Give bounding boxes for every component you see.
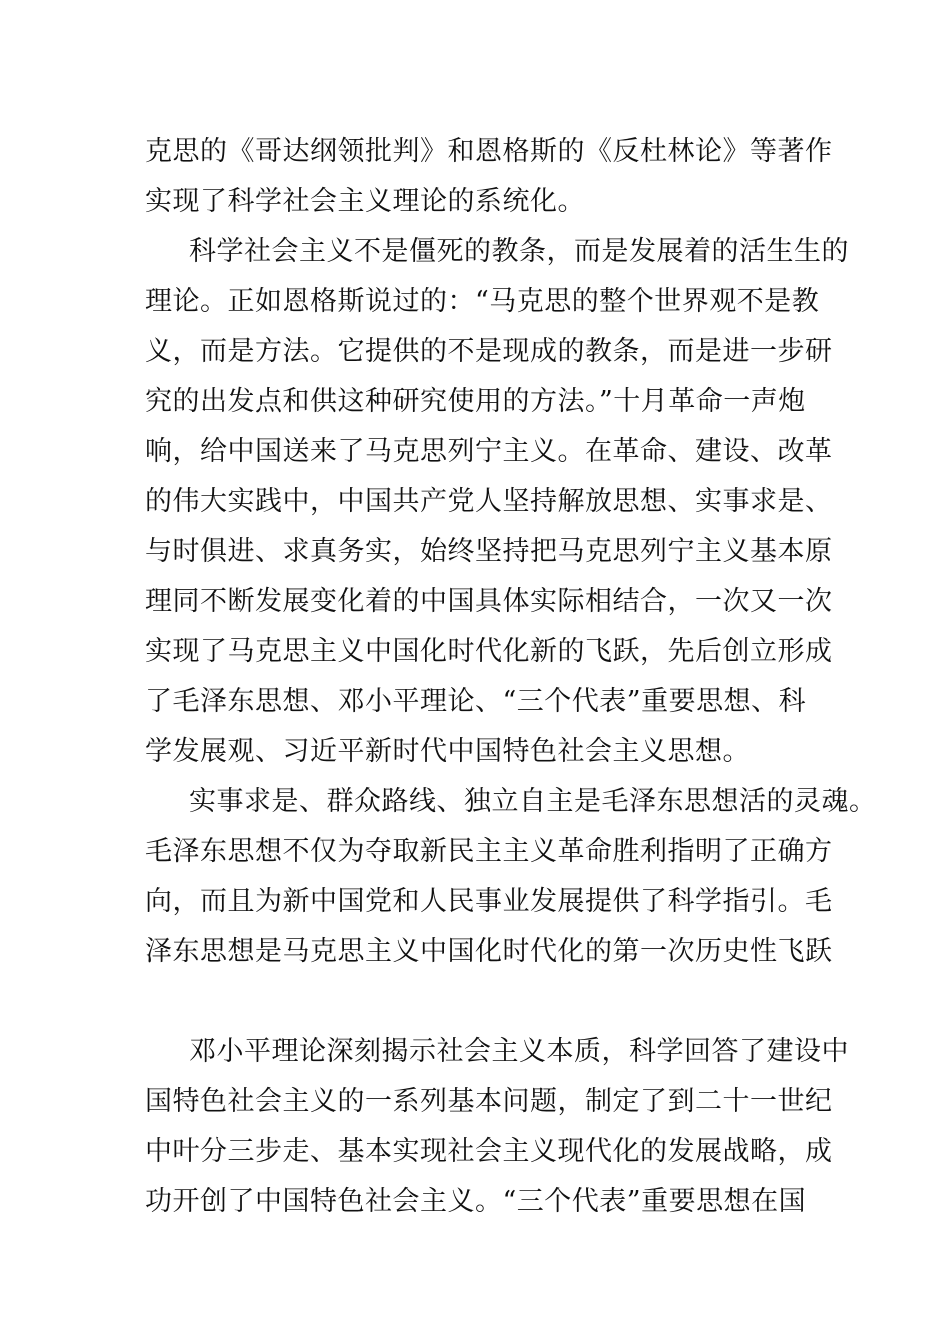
paragraph-4-line-3: 中叶分三步走、基本实现社会主义现代化的发展战略，成 bbox=[145, 1136, 833, 1167]
paragraph-2-line-6: 的伟大实践中，中国共产党人坚持解放思想、实事求是、 bbox=[145, 486, 833, 517]
paragraph-2-line-8: 理同不断发展变化着的中国具体实际相结合，一次又一次 bbox=[145, 586, 833, 617]
paragraph-4-line-2: 国特色社会主义的一系列基本问题，制定了到二十一世纪 bbox=[145, 1086, 833, 1117]
paragraph-2-line-5: 响，给中国送来了马克思列宁主义。在革命、建设、改革 bbox=[145, 436, 833, 467]
paragraph-2-line-2: 理论。正如恩格斯说过的：“马克思的整个世界观不是教 bbox=[145, 286, 820, 317]
paragraph-3-line-4: 泽东思想是马克思主义中国化时代化的第一次历史性飞跃 bbox=[145, 936, 833, 967]
paragraph-2-line-9: 实现了马克思主义中国化时代化新的飞跃，先后创立形成 bbox=[145, 636, 833, 667]
paragraph-2-line-4: 究的出发点和供这种研究使用的方法。”十月革命一声炮 bbox=[145, 386, 806, 417]
paragraph-4-line-4: 功开创了中国特色社会主义。“三个代表”重要思想在国 bbox=[145, 1186, 807, 1217]
paragraph-2-line-1: 科学社会主义不是僵死的教条，而是发展着的活生生的 bbox=[189, 236, 849, 267]
paragraph-2-line-10: 了毛泽东思想、邓小平理论、“三个代表”重要思想、科 bbox=[145, 686, 807, 717]
paragraph-2-line-7: 与时俱进、求真务实，始终坚持把马克思列宁主义基本原 bbox=[145, 536, 833, 567]
paragraph-3-line-1: 实事求是、群众路线、独立自主是毛泽东思想活的灵魂。 bbox=[189, 786, 877, 817]
paragraph-2-line-11: 学发展观、习近平新时代中国特色社会主义思想。 bbox=[145, 736, 750, 767]
paragraph-4-line-1: 邓小平理论深刻揭示社会主义本质，科学回答了建设中 bbox=[189, 1036, 849, 1067]
paragraph-1-line-1: 克思的《哥达纲领批判》和恩格斯的《反杜林论》等著作 bbox=[145, 136, 833, 167]
paragraph-3-line-2: 毛泽东思想不仅为夺取新民主主义革命胜利指明了正确方 bbox=[145, 836, 833, 867]
paragraph-1-line-2: 实现了科学社会主义理论的系统化。 bbox=[145, 186, 585, 217]
paragraph-2-line-3: 义，而是方法。它提供的不是现成的教条，而是进一步研 bbox=[145, 336, 833, 367]
paragraph-3-line-3: 向，而且为新中国党和人民事业发展提供了科学指引。毛 bbox=[145, 886, 833, 917]
